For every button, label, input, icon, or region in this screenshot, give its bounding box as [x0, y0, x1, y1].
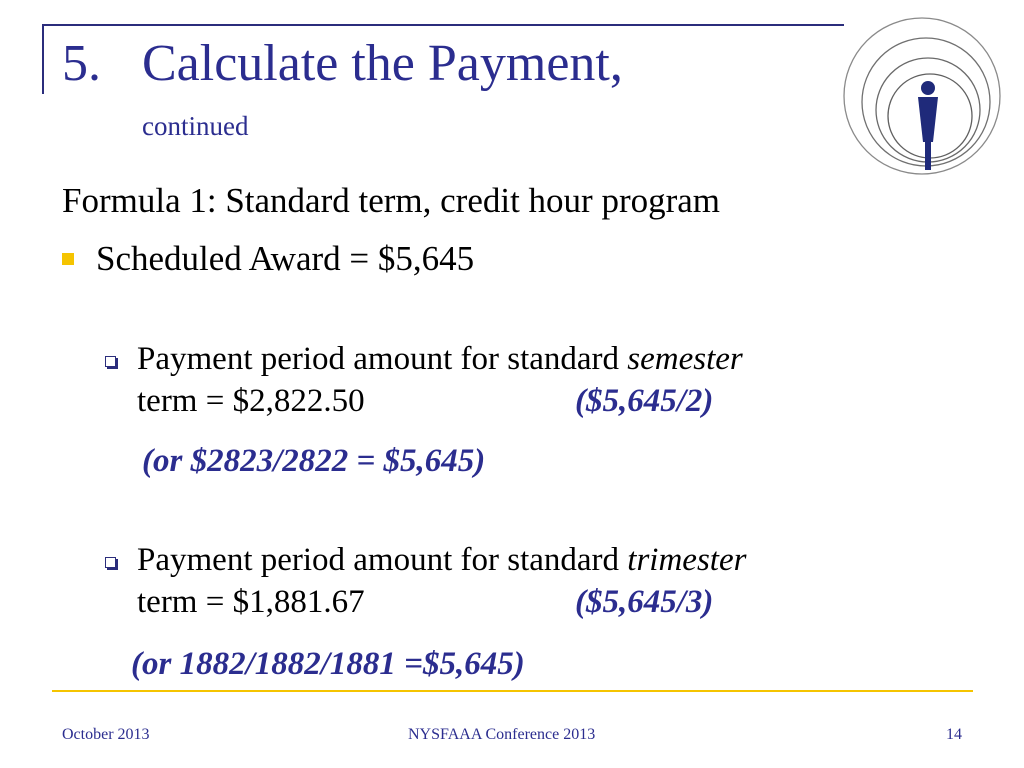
semester-alt: (or $2823/2822 = $5,645)	[142, 443, 486, 479]
footer-date: October 2013	[62, 726, 150, 743]
trimester-calc: ($5,645/3)	[575, 584, 714, 621]
title-text: Calculate the Payment,	[142, 35, 623, 92]
title-number: 5.	[62, 35, 101, 92]
title-subtitle: continued	[142, 111, 249, 141]
title-frame-top-rule	[42, 24, 844, 26]
person-in-circles-icon	[840, 14, 1012, 178]
footer-rule	[52, 690, 973, 692]
footer-page-number: 14	[946, 726, 962, 743]
checkbox-bullet-icon	[105, 557, 116, 568]
semester-amount: term = $2,822.50	[137, 383, 365, 420]
square-bullet-icon	[62, 253, 74, 265]
semester-term-word: semester	[627, 341, 743, 377]
scheduled-award-bullet	[62, 238, 474, 280]
scheduled-award-text: Scheduled Award = $5,645	[96, 239, 475, 278]
slide-title	[62, 35, 623, 92]
trimester-lead: Payment period amount for standard	[137, 542, 628, 578]
semester-calc: ($5,645/2)	[575, 383, 714, 420]
title-frame-left-rule	[42, 24, 44, 94]
checkbox-bullet-icon	[105, 356, 116, 367]
semester-lead: Payment period amount for standard	[137, 341, 628, 377]
trimester-alt: (or 1882/1882/1881 =$5,645)	[131, 646, 525, 682]
trimester-amount: term = $1,881.67	[137, 584, 365, 621]
formula-heading: Formula 1: Standard term, credit hour program	[62, 181, 721, 220]
trimester-term-word: trimester	[627, 542, 747, 578]
footer-conference: NYSFAAA Conference 2013	[408, 726, 596, 743]
